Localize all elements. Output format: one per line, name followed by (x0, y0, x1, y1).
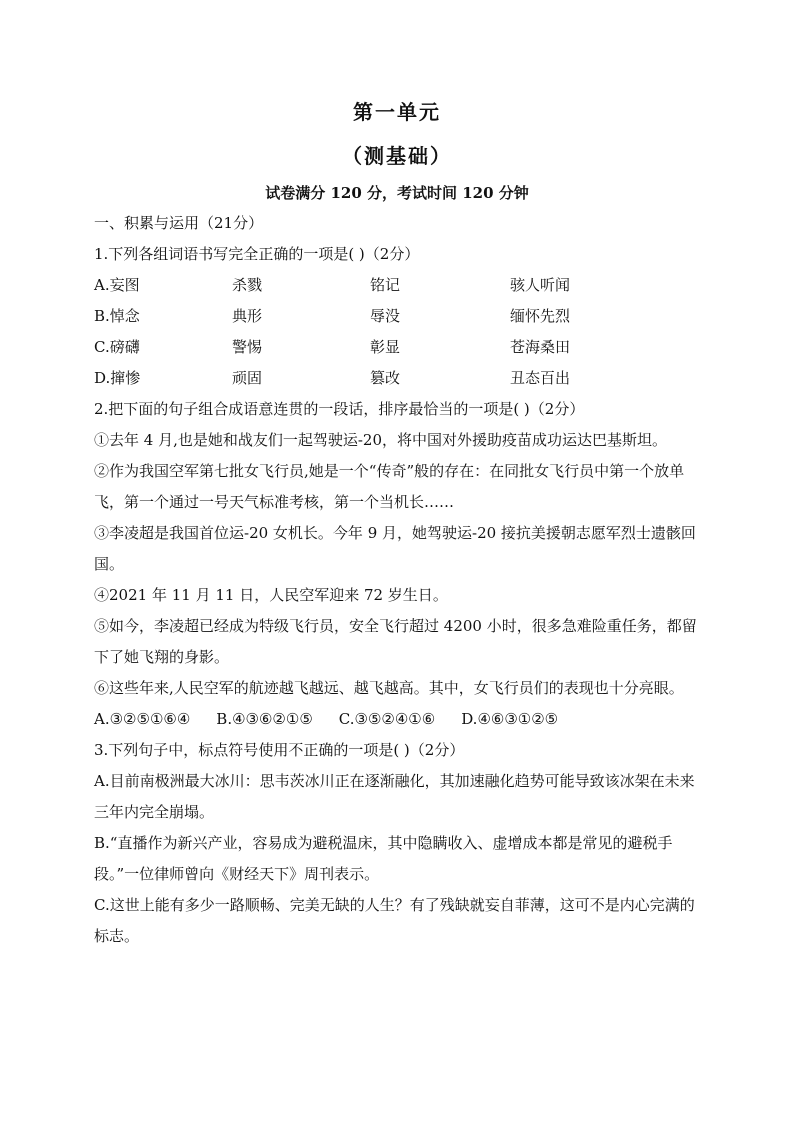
question-1-option-d (94, 363, 704, 394)
question-2-sentence-2: ②作为我国空军第七批女飞行员,她是一个“传奇”般的存在：在同批女飞行员中第一个放单飞，第一个通过一号天气标准考核，第一个当机长…… (94, 462, 685, 511)
option-word: 顽固 (232, 369, 263, 387)
option-label: D.撺惨 (94, 369, 141, 387)
option-word: 篡改 (370, 369, 401, 387)
option-word: 彰显 (370, 338, 401, 356)
page-title: 第一单元 (353, 100, 441, 124)
question-2-stem: 2.把下面的句子组合成语意连贯的一段话，排序最恰当的一项是( )（2分） (94, 400, 585, 418)
option-label: A.妄图 (94, 276, 140, 294)
option-label: B.悼念 (94, 307, 140, 325)
option-word: 典形 (232, 307, 263, 325)
option-word: 缅怀先烈 (510, 307, 571, 325)
option-word: 辱没 (370, 307, 401, 325)
option-word: 苍海桑田 (510, 338, 571, 356)
question-3-stem: 3.下列句子中，标点符号使用不正确的一项是( )（2分） (94, 741, 465, 759)
question-2-sentence-3: ③李凌超是我国首位运-20 女机长。今年 9 月，她驾驶运-20 接抗美援朝志愿军烈士遗骸回国。 (94, 524, 696, 573)
option-label: C.磅礴 (94, 338, 140, 356)
option-a: A.③②⑤①⑥④ (94, 710, 191, 728)
question-2-sentence-5: ⑤如今，李凌超已经成为特级飞行员，安全飞行超过 4200 小时，很多急难险重任务，都留下了她飞翔的身影。 (94, 617, 697, 666)
option-c: C.③⑤②④①⑥ (338, 710, 436, 728)
question-1-option-b (94, 301, 704, 332)
question-2-sentence-6: ⑥这些年来,人民空军的航迹越飞越远、越飞越高。其中，女飞行员们的表现也十分亮眼。 (94, 679, 684, 697)
question-2-sentence-1: ①去年 4 月,也是她和战友们一起驾驶运-20，将中国对外援助疫苗成功运达巴基斯坦。 (94, 431, 668, 449)
question-1-stem: 1.下列各组词语书写完全正确的一项是( )（2分） (94, 245, 420, 263)
question-3-option-a: A.目前南极洲最大冰川：思韦茨冰川正在逐渐融化，其加速融化趋势可能导致该冰架在未来三年内完全崩塌。 (94, 772, 695, 821)
question-1-option-c (94, 332, 704, 363)
exam-info: 试卷满分 120 分，考试时间 120 分钟 (265, 184, 529, 202)
question-3-option-c: C.这世上能有多少一路顺畅、完美无缺的人生？有了残缺就妄自菲薄，这可不是内心完满的标志。 (94, 896, 695, 945)
option-word: 警惕 (232, 338, 263, 356)
option-word: 铭记 (370, 276, 401, 294)
question-2-sentence-4: ④2021 年 11 月 11 日，人民空军迎来 72 岁生日。 (94, 586, 448, 604)
option-word: 杀戮 (232, 276, 263, 294)
exam-content (94, 208, 704, 952)
option-d: D.④⑥③①②⑤ (461, 710, 559, 728)
option-word: 骇人听闻 (510, 276, 571, 294)
page-subtitle: （测基础） (342, 144, 452, 168)
section-heading: 一、积累与运用（21分） (94, 214, 264, 232)
question-1-option-a (94, 270, 704, 301)
option-b: B.④③⑥②①⑤ (216, 710, 313, 728)
question-3-option-b: B.“直播作为新兴产业，容易成为避税温床，其中隐瞒收入、虚增成本都是常见的避税手段。”一位律师曾向《财经天下》周刊表示。 (94, 834, 673, 883)
question-2-options (94, 704, 704, 735)
option-word: 丑态百出 (510, 369, 571, 387)
